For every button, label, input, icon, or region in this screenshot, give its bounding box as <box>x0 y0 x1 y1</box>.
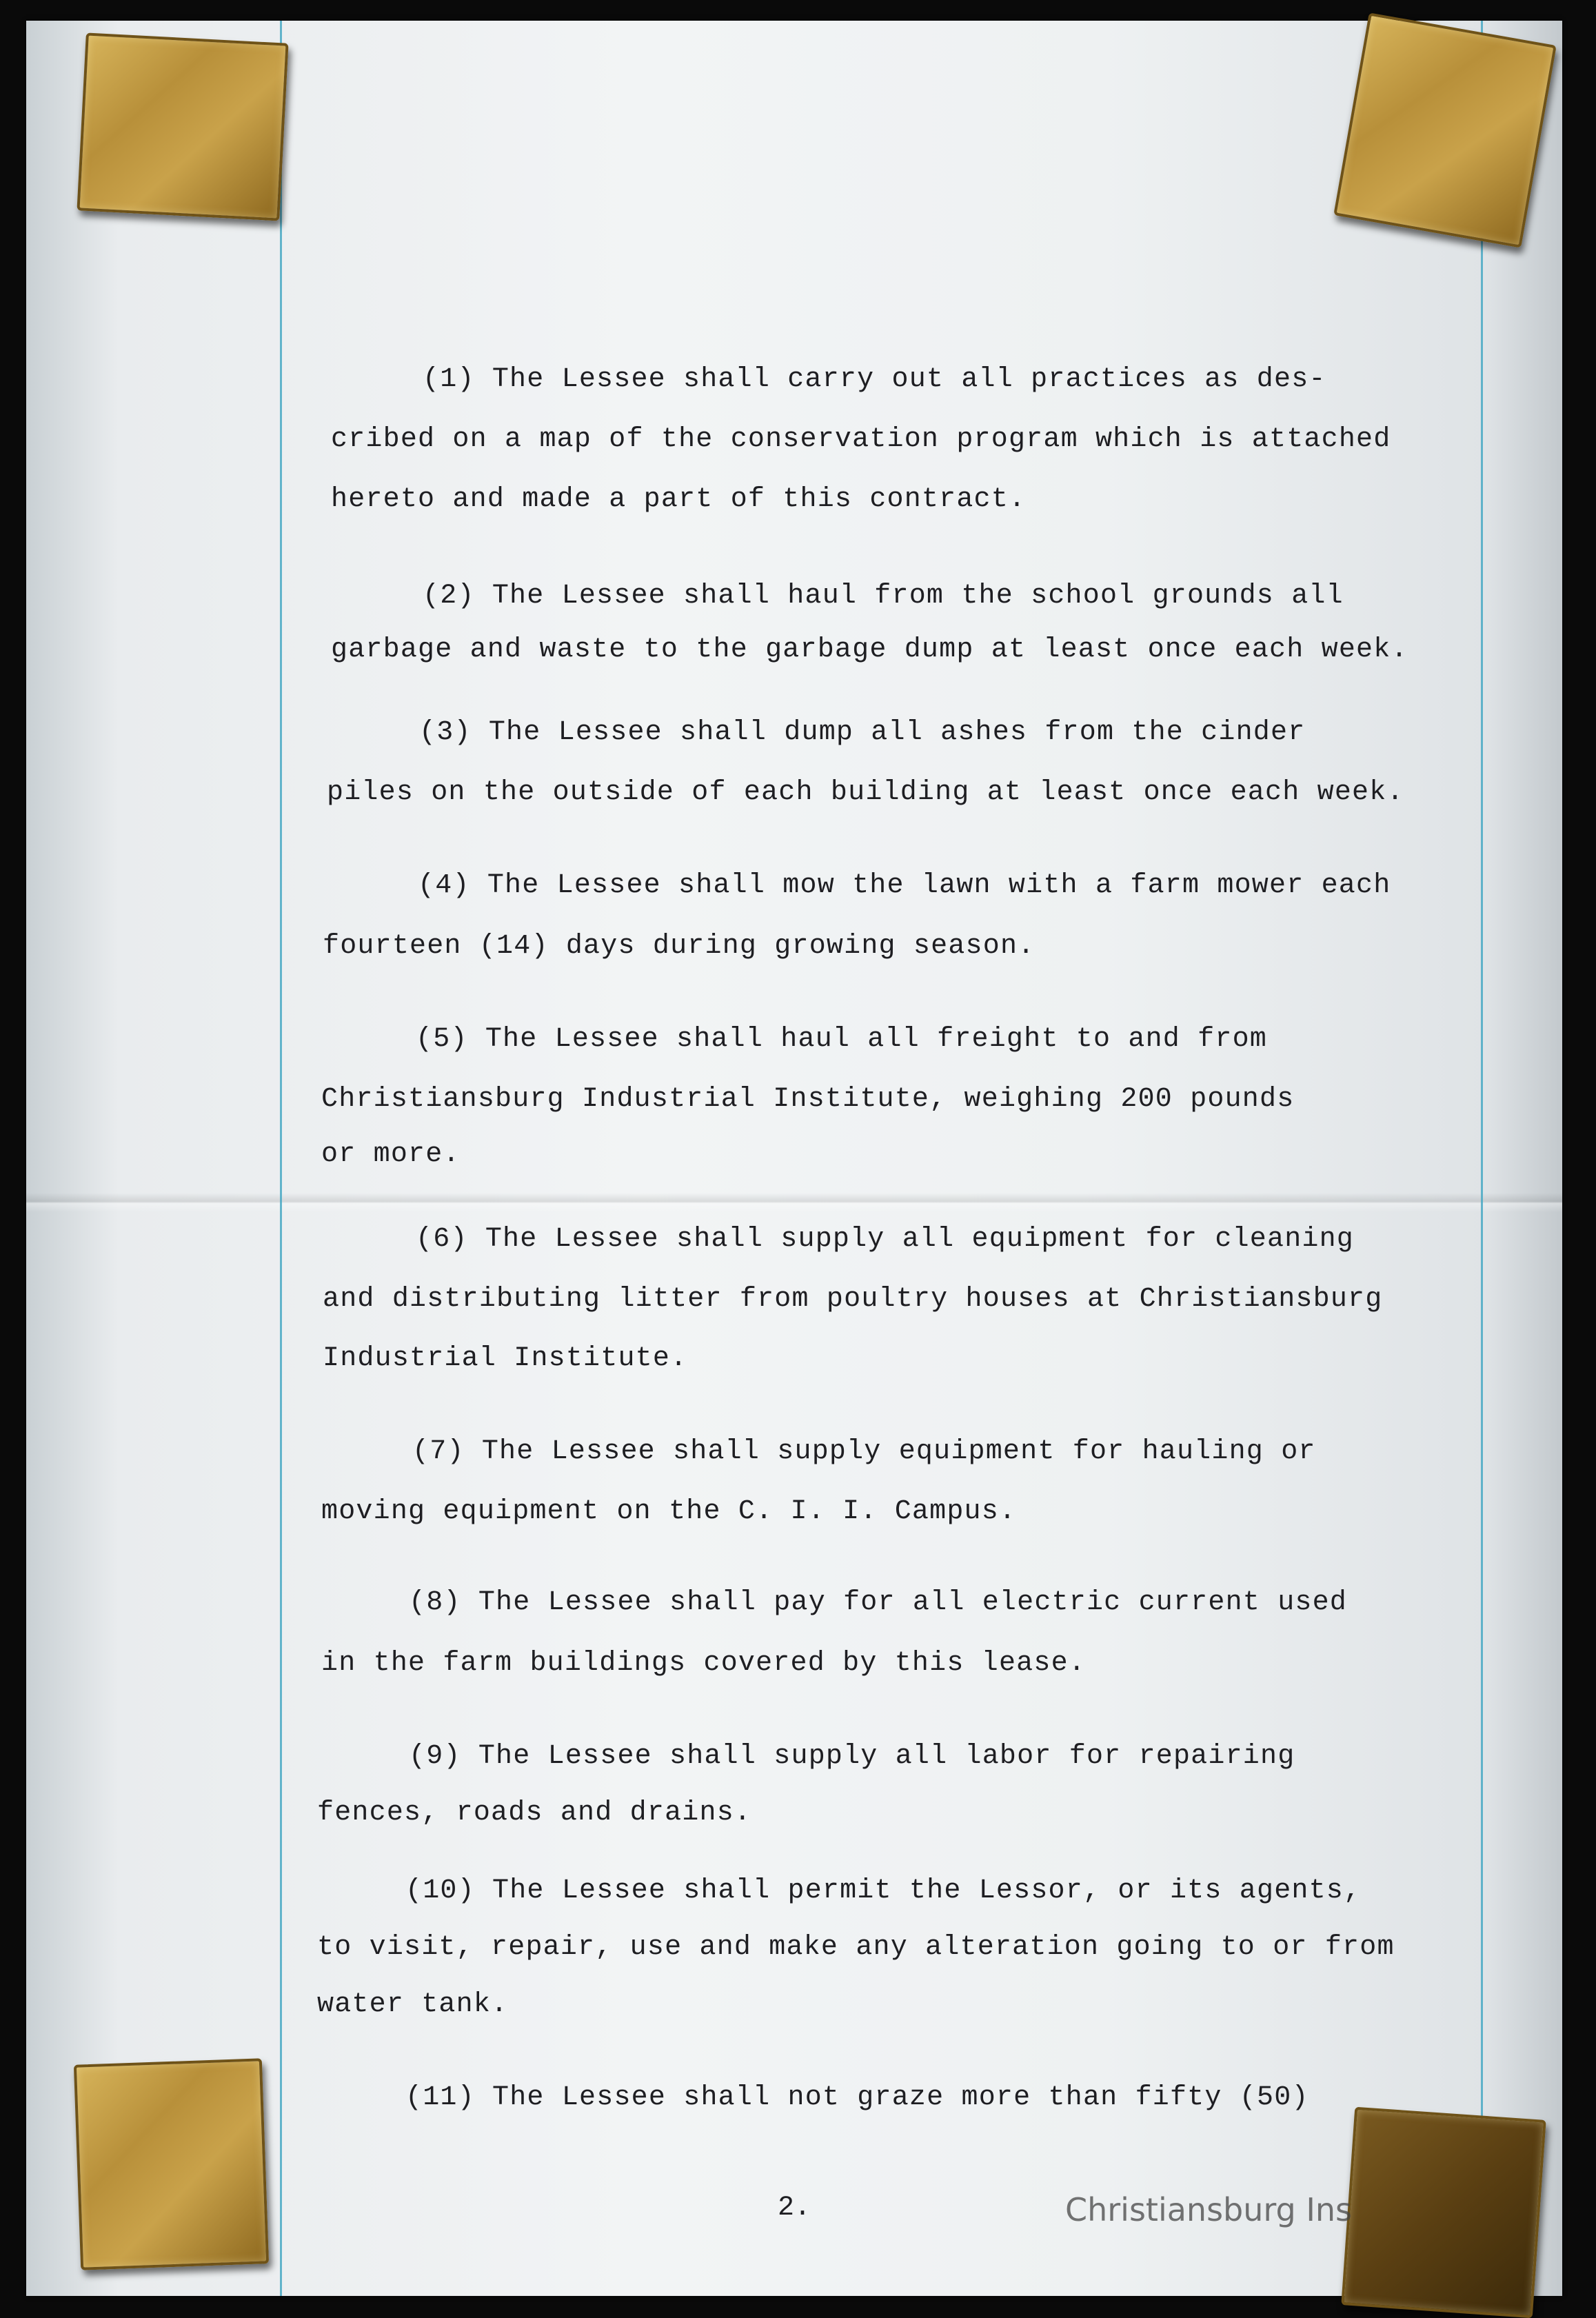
paragraph-9-line-1: (9) The Lessee shall supply all labor for repairing <box>409 1741 1295 1772</box>
paragraph-1-line-3: hereto and made a part of this contract. <box>331 484 1027 515</box>
paragraph-2-line-1: (2) The Lessee shall haul from the school grounds all <box>423 581 1344 612</box>
paragraph-5-line-3: or more. <box>321 1139 461 1170</box>
paragraph-4-line-1: (4) The Lessee shall mow the lawn with a farm mower each <box>418 870 1391 901</box>
paragraph-6-line-2: and distributing litter from poultry houses at Christiansburg <box>323 1284 1383 1315</box>
paragraph-6-line-1: (6) The Lessee shall supply all equipment for cleaning <box>416 1224 1355 1255</box>
paragraph-7-line-1: (7) The Lessee shall supply equipment for hauling or <box>412 1436 1316 1467</box>
paragraph-1-line-2: cribed on a map of the conservation program which is attached <box>331 424 1391 455</box>
brass-clip-bottom-right <box>1341 2107 1546 2318</box>
paragraph-8-line-2: in the farm buildings covered by this lease. <box>321 1648 1086 1679</box>
brass-clip-top-right <box>1333 12 1557 248</box>
paragraph-10-line-1: (10) The Lessee shall permit the Lessor, or its agents, <box>405 1875 1362 1906</box>
paragraph-4-line-2: fourteen (14) days during growing season. <box>323 931 1036 962</box>
paragraph-3-line-2: piles on the outside of each building at least once each week. <box>327 777 1404 808</box>
paragraph-10-line-2: to visit, repair, use and make any alteration going to or from <box>317 1932 1395 1963</box>
paragraph-7-line-2: moving equipment on the C. I. I. Campus. <box>321 1496 1017 1527</box>
paragraph-1-line-1: (1) The Lessee shall carry out all practices as des- <box>423 364 1326 395</box>
brass-clip-top-left <box>77 32 288 221</box>
page-number: 2. <box>778 2193 811 2224</box>
lease-text <box>26 21 1562 2296</box>
paragraph-8-line-1: (8) The Lessee shall pay for all electric current used <box>409 1587 1348 1618</box>
paragraph-5-line-2: Christiansburg Industrial Institute, weighing 200 pounds <box>321 1084 1295 1115</box>
brass-clip-bottom-left <box>74 2058 269 2270</box>
document-page <box>26 21 1562 2296</box>
paragraph-9-line-2: fences, roads and drains. <box>317 1797 752 1828</box>
paragraph-10-line-3: water tank. <box>317 1989 509 2020</box>
paragraph-11-line-1: (11) The Lessee shall not graze more than fifty (50) <box>405 2082 1309 2113</box>
paragraph-2-line-2: garbage and waste to the garbage dump at least once each week. <box>331 634 1408 665</box>
paragraph-5-line-1: (5) The Lessee shall haul all freight to and from <box>416 1024 1267 1055</box>
paragraph-6-line-3: Industrial Institute. <box>323 1343 688 1374</box>
watermark-text: Christiansburg Ins <box>1065 2191 1353 2228</box>
paragraph-3-line-1: (3) The Lessee shall dump all ashes from the cinder <box>419 717 1306 748</box>
